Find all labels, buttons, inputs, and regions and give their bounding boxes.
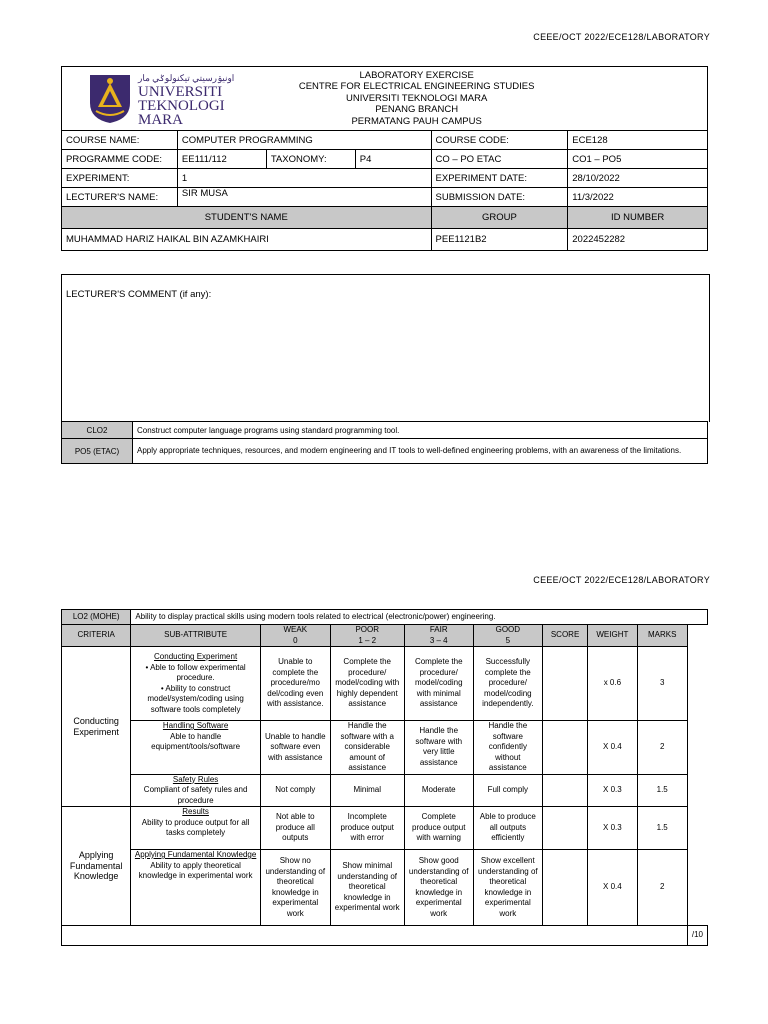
poor-cell: Minimal <box>330 774 404 807</box>
experiment-date-label: EXPERIMENT DATE: <box>431 169 568 188</box>
lo-code: LO2 (MOHE) <box>62 610 131 625</box>
marks-cell: 1.5 <box>637 807 687 850</box>
experiment-label: EXPERIMENT: <box>62 169 178 188</box>
poor-header: POOR <box>330 625 404 636</box>
score-header: SCORE <box>542 625 587 647</box>
clo-code: CLO2 <box>62 422 133 439</box>
poor-cell: Complete the procedure/ model/coding with highly dependent assistance <box>330 647 404 721</box>
poor-cell: Show minimal understanding of theoretical knowledge in experimental work <box>330 850 404 926</box>
lo-text: Ability to display practical skills using modern tools related to electrical (electronic/power) engineering. <box>131 610 708 625</box>
fair-cell: Complete produce output with warning <box>404 807 473 850</box>
weak-score: 0 <box>260 636 330 647</box>
co-po-label: CO – PO ETAC <box>431 150 568 169</box>
taxonomy-label: TAXONOMY: <box>266 150 355 169</box>
submission-date-value: 11/3/2022 <box>568 188 708 207</box>
marks-cell: 2 <box>637 721 687 775</box>
lecturer-comment-label: LECTURER'S COMMENT (if any): <box>66 289 212 300</box>
logo-line-2: TEKNOLOGI <box>138 97 225 114</box>
course-name-label: COURSE NAME: <box>62 131 178 150</box>
co-po-value: CO1 – PO5 <box>568 150 708 169</box>
clo-text: Construct computer language programs using standard programming tool. <box>133 422 708 439</box>
lecturer-comment-box <box>61 274 710 422</box>
good-header: GOOD <box>473 625 542 636</box>
subattr-desc: Compliant of safety rules and procedure <box>143 785 248 805</box>
total-label-cell <box>62 926 688 946</box>
outcome-table <box>61 421 708 464</box>
weak-cell: Unable to complete the procedure/mo del/coding even with assistance. <box>260 647 330 721</box>
title-line-5: PERMATANG PAUH CAMPUS <box>351 115 482 127</box>
subattr-cell <box>131 807 261 850</box>
id-number-value: 2022452282 <box>568 229 708 251</box>
fair-cell: Handle the software with very little assistance <box>404 721 473 775</box>
weak-cell: Show no understanding of theoretical knowledge in experimental work <box>260 850 330 926</box>
group-header: GROUP <box>431 207 568 229</box>
good-cell: Able to produce all outputs efficiently <box>473 807 542 850</box>
fair-header: FAIR <box>404 625 473 636</box>
criteria-applying: Applying Fundamental Knowledge <box>62 807 131 926</box>
subattr-cell <box>131 721 261 775</box>
subattribute-header: SUB-ATTRIBUTE <box>131 625 261 647</box>
score-cell <box>542 774 587 807</box>
total-marks: /10 <box>687 926 707 946</box>
marks-cell: 2 <box>637 850 687 926</box>
logo-line-1: UNIVERSITI <box>138 83 223 100</box>
programme-code-value: EE111/112 <box>177 150 266 169</box>
experiment-value: 1 <box>177 169 431 188</box>
title-line-4: PENANG BRANCH <box>375 104 459 116</box>
uitm-crest-icon <box>88 73 132 125</box>
submission-date-label: SUBMISSION DATE: <box>431 188 568 207</box>
title-line-2: CENTRE FOR ELECTRICAL ENGINEERING STUDIES <box>298 81 535 93</box>
fair-cell: Complete the procedure/ model/coding with minimal assistance <box>404 647 473 721</box>
weak-header: WEAK <box>260 625 330 636</box>
weight-cell: X 0.4 <box>588 850 637 926</box>
title-line-3: UNIVERSITI TEKNOLOGI MARA <box>346 92 488 104</box>
taxonomy-value: P4 <box>355 150 431 169</box>
subattr-desc: Ability to produce output for all tasks completely <box>141 817 250 837</box>
fair-cell: Show good understanding of theoretical knowledge in experimental work <box>404 850 473 926</box>
title-line-1: LABORATORY EXERCISE <box>359 69 474 81</box>
subattr-title: Safety Rules <box>172 774 219 784</box>
subattr-title: Applying Fundamental Knowledge <box>134 850 257 859</box>
course-name-value: COMPUTER PROGRAMMING <box>177 131 431 150</box>
score-cell <box>542 647 587 721</box>
page-header: CEEE/OCT 2022/ECE128/LABORATORY <box>533 32 710 42</box>
subattr-cell <box>131 647 261 721</box>
poor-score: 1 – 2 <box>330 636 404 647</box>
subattr-desc: • Able to follow experimental procedure. • Ability to construct model/system/coding using software tools completely <box>145 662 246 714</box>
weak-cell: Not comply <box>260 774 330 807</box>
good-cell: Show excellent understanding of theoretical knowledge in experimental work <box>473 850 542 926</box>
good-cell: Handle the software confidently without assistance <box>473 721 542 775</box>
score-cell <box>542 721 587 775</box>
po-text: Apply appropriate techniques, resources, and modern engineering and IT tools to well-defined engineering problems, with an awareness of the limitations. <box>133 439 708 464</box>
poor-cell: Incomplete produce output with error <box>330 807 404 850</box>
subattr-cell <box>131 850 261 926</box>
logo-arabic: اونيۏرسيتي تيکنولوݢي مار <box>138 72 235 83</box>
logo-line-3: MARA <box>138 111 184 128</box>
lecturer-value: SIR MUSA <box>177 188 431 207</box>
id-number-header: ID NUMBER <box>568 207 708 229</box>
rubric-table <box>61 609 708 946</box>
weight-cell: x 0.6 <box>588 647 637 721</box>
experiment-date-value: 28/10/2022 <box>568 169 708 188</box>
po-code: PO5 (ETAC) <box>62 439 133 464</box>
subattr-title: Results <box>182 807 209 816</box>
criteria-header: CRITERIA <box>62 625 131 647</box>
weak-cell: Not able to produce all outputs <box>260 807 330 850</box>
group-value: PEE1121B2 <box>431 229 568 251</box>
lab-info-table <box>61 66 708 251</box>
poor-cell: Handle the software with a considerable amount of assistance <box>330 721 404 775</box>
marks-cell: 1.5 <box>637 774 687 807</box>
weight-cell: X 0.3 <box>588 807 637 850</box>
programme-code-label: PROGRAMME CODE: <box>62 150 178 169</box>
weight-cell: X 0.3 <box>588 774 637 807</box>
subattr-cell <box>131 774 261 807</box>
good-cell: Full comply <box>473 774 542 807</box>
subattr-title: Handling Software <box>162 721 229 730</box>
good-score: 5 <box>473 636 542 647</box>
good-cell: Successfully complete the procedure/ model/coding independently. <box>473 647 542 721</box>
course-code-value: ECE128 <box>568 131 708 150</box>
subattr-desc: Ability to apply theoretical knowledge in experimental work <box>138 860 253 880</box>
subattr-desc: Able to handle equipment/tools/software <box>151 731 241 751</box>
subattr-title: Conducting Experiment <box>154 652 238 661</box>
student-name-value: MUHAMMAD HARIZ HAIKAL BIN AZAMKHAIRI <box>62 229 432 251</box>
fair-cell: Moderate <box>404 774 473 807</box>
criteria-conducting: Conducting Experiment <box>62 647 131 807</box>
score-cell <box>542 807 587 850</box>
fair-score: 3 – 4 <box>404 636 473 647</box>
student-name-header: STUDENT'S NAME <box>62 207 432 229</box>
marks-header: MARKS <box>637 625 687 647</box>
title-cell <box>266 67 707 131</box>
course-code-label: COURSE CODE: <box>431 131 568 150</box>
lecturer-label: LECTURER'S NAME: <box>62 188 178 207</box>
page-header-2: CEEE/OCT 2022/ECE128/LABORATORY <box>533 575 710 585</box>
weak-cell: Unable to handle software even with assistance <box>260 721 330 775</box>
marks-cell: 3 <box>637 647 687 721</box>
weight-header: WEIGHT <box>588 625 637 647</box>
score-cell <box>542 850 587 926</box>
weight-cell: X 0.4 <box>588 721 637 775</box>
